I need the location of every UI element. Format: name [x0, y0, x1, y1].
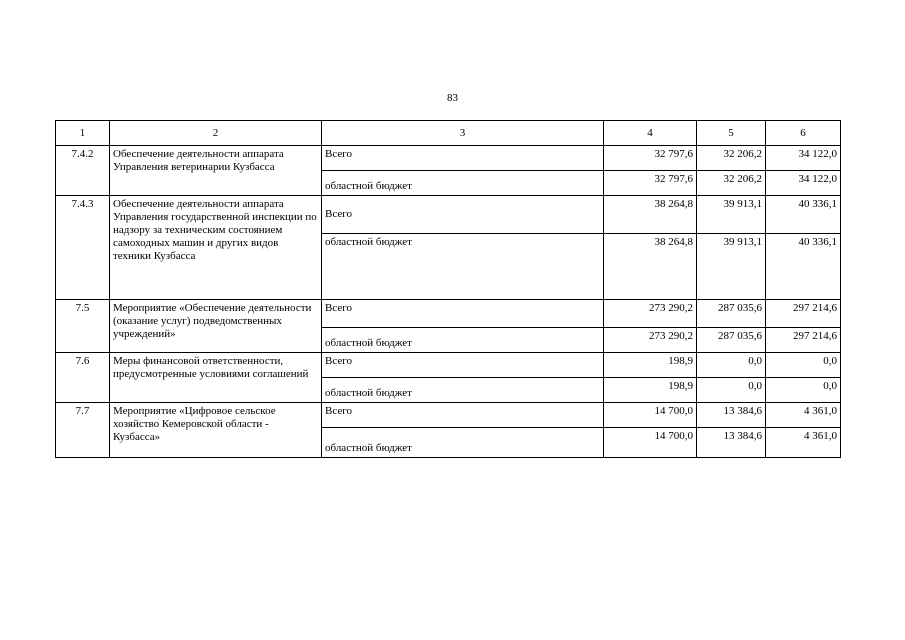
source-total: Всего	[322, 403, 604, 428]
row-name: Обеспечение деятельности аппарата Управления государственной инспекции по надзору за техническим состоянием самоходных машин и других видов техники Кузбасса	[110, 196, 322, 300]
row-name: Обеспечение деятельности аппарата Управления ветеринарии Кузбасса	[110, 146, 322, 196]
value-col-6: 0,0	[766, 353, 841, 378]
budget-table	[55, 120, 841, 458]
column-header-5: 5	[697, 121, 766, 146]
row-name: Меры финансовой ответственности, предусмотренные условиями соглашений	[110, 353, 322, 403]
value-col-6: 40 336,1	[766, 234, 841, 300]
row-code: 7.7	[56, 403, 110, 458]
column-header-6: 6	[766, 121, 841, 146]
value-col-4: 38 264,8	[604, 234, 697, 300]
source-regional-budget: областной бюджет	[322, 428, 604, 458]
value-col-4: 14 700,0	[604, 403, 697, 428]
source-regional-budget: областной бюджет	[322, 328, 604, 353]
value-col-5: 39 913,1	[697, 234, 766, 300]
source-regional-budget: областной бюджет	[322, 171, 604, 196]
value-col-5: 0,0	[697, 378, 766, 403]
value-col-6: 297 214,6	[766, 328, 841, 353]
value-col-5: 13 384,6	[697, 428, 766, 458]
value-col-4: 273 290,2	[604, 328, 697, 353]
source-total: Всего	[322, 300, 604, 328]
source-regional-budget: областной бюджет	[322, 234, 604, 300]
value-col-5: 39 913,1	[697, 196, 766, 234]
row-code: 7.6	[56, 353, 110, 403]
value-col-6: 297 214,6	[766, 300, 841, 328]
value-col-4: 273 290,2	[604, 300, 697, 328]
row-name: Мероприятие «Обеспечение деятельности (оказание услуг) подведомственных учреждений»	[110, 300, 322, 353]
value-col-4: 198,9	[604, 378, 697, 403]
value-col-4: 38 264,8	[604, 196, 697, 234]
table-row	[56, 196, 841, 234]
source-total: Всего	[322, 353, 604, 378]
column-header-3: 3	[322, 121, 604, 146]
value-col-6: 0,0	[766, 378, 841, 403]
value-col-6: 34 122,0	[766, 146, 841, 171]
page-number: 83	[447, 92, 458, 104]
value-col-6: 4 361,0	[766, 428, 841, 458]
value-col-5: 13 384,6	[697, 403, 766, 428]
value-col-6: 34 122,0	[766, 171, 841, 196]
table-row	[56, 353, 841, 378]
table-header-row	[56, 121, 841, 146]
value-col-4: 14 700,0	[604, 428, 697, 458]
table-row	[56, 403, 841, 428]
row-code: 7.4.2	[56, 146, 110, 196]
column-header-2: 2	[110, 121, 322, 146]
value-col-4: 32 797,6	[604, 171, 697, 196]
value-col-5: 287 035,6	[697, 328, 766, 353]
value-col-6: 4 361,0	[766, 403, 841, 428]
column-header-4: 4	[604, 121, 697, 146]
row-code: 7.4.3	[56, 196, 110, 300]
source-regional-budget: областной бюджет	[322, 378, 604, 403]
table-row	[56, 300, 841, 328]
value-col-5: 32 206,2	[697, 171, 766, 196]
value-col-5: 287 035,6	[697, 300, 766, 328]
value-col-6: 40 336,1	[766, 196, 841, 234]
value-col-5: 0,0	[697, 353, 766, 378]
value-col-4: 32 797,6	[604, 146, 697, 171]
value-col-4: 198,9	[604, 353, 697, 378]
column-header-1: 1	[56, 121, 110, 146]
value-col-5: 32 206,2	[697, 146, 766, 171]
row-name: Мероприятие «Цифровое сельское хозяйство Кемеровской области - Кузбасса»	[110, 403, 322, 458]
source-total: Всего	[322, 146, 604, 171]
row-code: 7.5	[56, 300, 110, 353]
table-row	[56, 146, 841, 171]
source-total: Всего	[322, 196, 604, 234]
